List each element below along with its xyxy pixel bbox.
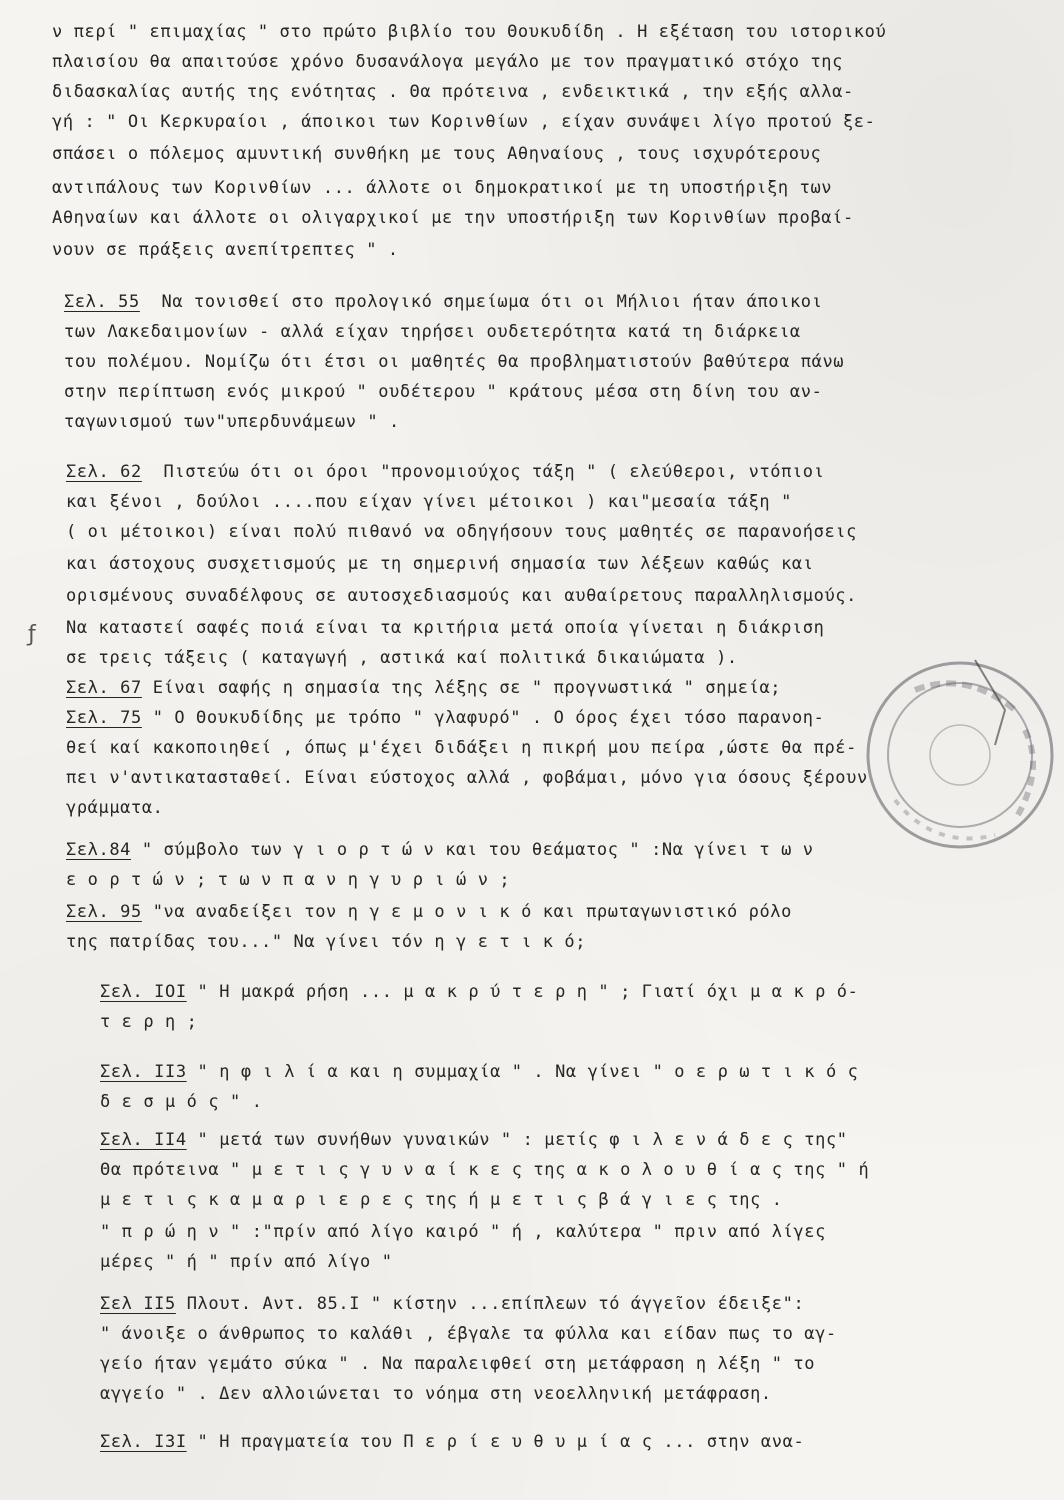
- line-text: " π ρ ώ η ν " :"πρίν από λίγο καιρό " ή , καλύτερα " πριν από λίγες: [100, 1222, 826, 1242]
- page-reference: Σελ. ΙΟΙ: [100, 982, 187, 1002]
- line-text: Πλουτ. Αντ. 85.Ι " κίστην ...επίπλεων τό άγγεῖον έδειξε":: [175, 1294, 805, 1314]
- line-text: ταγωνισμού των"υπερδυνάμεων " .: [64, 412, 400, 432]
- line-text: " Η μακρά ρήση ... μ α κ ρ ύ τ ε ρ η " ; Γιατί όχι μ α κ ρ ό-: [186, 982, 859, 1002]
- document-text-line: [64, 320, 1060, 344]
- line-text: ν περί " επιμαχίας " στο πρώτο βιβλίο του Θουκυδίδη . Η εξέταση του ιστορικού: [52, 22, 887, 42]
- line-text: " μετά των συνήθων γυναικών " : μετίς φ ι λ ε ν ά δ ε ς της": [186, 1130, 848, 1150]
- line-text: τ ε ρ η ;: [100, 1012, 198, 1032]
- page-reference-line: [100, 1128, 1060, 1152]
- page-reference-line: [100, 980, 1060, 1004]
- document-text-line: [66, 868, 1060, 892]
- page-reference: Σελ. ΙΙ3: [100, 1062, 187, 1082]
- line-text: Να τονισθεί στο προλογικό σημείωμα ότι οι Μήλιοι ήταν άποικοι: [139, 292, 823, 312]
- document-text-line: [100, 1352, 1060, 1376]
- page-reference-line: [100, 1430, 1060, 1454]
- page-reference: Σελ ΙΙ5: [100, 1294, 176, 1314]
- line-text: δ ε σ μ ό ς " .: [100, 1092, 263, 1112]
- line-text: μ ε τ ι ς κ α μ α ρ ι ε ρ ε ς της ή μ ε τ ι ς β ά γ ι ε ς της .: [100, 1190, 783, 1210]
- document-text-line: [66, 616, 1060, 640]
- line-text: αντιπάλους των Κορινθίων ... άλλοτε οι δημοκρατικοί με τη υποστήριξη των: [52, 178, 833, 198]
- line-text: σπάσει ο πόλεμος αμυντική συνθήκη με τους Αθηναίους , τους ισχυρότερους: [52, 144, 822, 164]
- document-text-line: [66, 584, 1060, 608]
- page-reference: Σελ. 67: [66, 678, 142, 698]
- line-text: θεί καί κακοποιηθεί , όπως μ'έχει διδάξει η πικρή μου πείρα ,ώστε θα πρέ-: [66, 738, 857, 758]
- document-text-line: [100, 1158, 1060, 1182]
- line-text: γή : " Οι Κερκυραίοι , άποικοι των Κορινθίων , είχαν συνάψει λίγο προτού ξε-: [52, 112, 876, 132]
- line-text: " σύμβολο των γ ι ο ρ τ ώ ν και του θεάματος " :Να γίνει τ ω ν: [131, 840, 814, 860]
- line-text: αγγείο " . Δεν αλλοιώνεται το νόημα στη νεοελληνική μετάφραση.: [100, 1384, 772, 1404]
- line-text: μέρες " ή " πρίν από λίγο ": [100, 1252, 393, 1272]
- line-text: γράμματα.: [66, 798, 164, 818]
- punch-mark-icon: ƒ: [28, 622, 36, 647]
- line-text: των Λακεδαιμονίων - αλλά είχαν τηρήσει ουδετερότητα κατά τη διάρκεια: [64, 322, 801, 342]
- line-text: νουν σε πράξεις ανεπίτρεπτες " .: [52, 240, 399, 260]
- line-text: Να καταστεί σαφές ποιά είναι τα κριτήρια μετά οποία γίνεται η διάκριση: [66, 618, 825, 638]
- page-reference-line: [66, 460, 1060, 484]
- page-reference: Σελ. ΙΙ4: [100, 1130, 187, 1150]
- document-text-line: [100, 1188, 1060, 1212]
- line-text: " άνοιξε ο άνθρωπος το καλάθι , έβγαλε τα φύλλα και είδαν πως το αγ-: [100, 1324, 837, 1344]
- page-reference-line: [64, 290, 1060, 314]
- document-text-line: [52, 80, 1060, 104]
- document-text-line: [52, 238, 1060, 262]
- line-text: " Ο Θουκυδίδης με τρόπο " γλαφυρό" . Ο όρος έχει τόσο παρανοη-: [141, 708, 825, 728]
- document-text-line: [66, 552, 1060, 576]
- document-text-line: [64, 350, 1060, 374]
- document-text-line: [64, 410, 1060, 434]
- line-text: Αθηναίων και άλλοτε οι ολιγαρχικοί με την υποστήριξη των Κορινθίων προβαί-: [52, 208, 854, 228]
- document-text-line: [66, 930, 1060, 954]
- line-text: Πιστεύω ότι οι όροι "προνομιούχος τάξη " ( ελεύθεροι, ντόπιοι: [141, 462, 825, 482]
- line-text: του πολέμου. Νομίζω ότι έτσι οι μαθητές θα προβληματιστούν βαθύτερα πάνω: [64, 352, 845, 372]
- line-text: και ξένοι , δούλοι ....που είχαν γίνει μέτοικοι ) και"μεσαία τάξη ": [66, 492, 792, 512]
- page-reference-line: [100, 1060, 1060, 1084]
- line-text: ε ο ρ τ ώ ν ; τ ω ν π α ν η γ υ ρ ι ώ ν ;: [66, 870, 511, 890]
- page-reference: Σελ. 62: [66, 462, 142, 482]
- page-reference: Σελ. 95: [66, 902, 142, 922]
- document-text-line: [100, 1090, 1060, 1114]
- document-text-line: [100, 1010, 1060, 1034]
- page-reference: Σελ. 75: [66, 708, 142, 728]
- document-text-line: [66, 490, 1060, 514]
- document-text-line: [52, 206, 1060, 230]
- line-text: πει ν'αντικατασταθεί. Είναι εύστοχος αλλά , φοβάμαι, μόνο για όσους ξέρουν: [66, 768, 868, 788]
- page-reference: Σελ. 55: [64, 292, 140, 312]
- page-reference-line: [66, 900, 1060, 924]
- document-text-line: [52, 176, 1060, 200]
- document-text-line: [100, 1382, 1060, 1406]
- document-text-line: [66, 520, 1060, 544]
- document-text-line: [52, 20, 1060, 44]
- line-text: ορισμένους συναδέλφους σε αυτοσχεδιασμούς και αυθαίρετους παραλληλισμούς.: [66, 586, 857, 606]
- line-text: και άστοχους συσχετισμούς με τη σημερινή σημασία των λέξεων καθώς και: [66, 554, 814, 574]
- document-text-line: [52, 50, 1060, 74]
- document-text-line: [64, 380, 1060, 404]
- circular-stamp-icon: [855, 650, 1064, 860]
- line-text: Θα πρότεινα " μ ε τ ι ς γ υ ν α ί κ ε ς της α κ ο λ ο υ θ ί α ς της " ή: [100, 1160, 870, 1180]
- line-text: πλαισίου θα απαιτούσε χρόνο δυσανάλογα μεγάλο με τον πραγματικό στόχο της: [52, 52, 843, 72]
- document-text-line: [100, 1322, 1060, 1346]
- document-text-line: [100, 1220, 1060, 1244]
- line-text: Είναι σαφής η σημασία της λέξης σε " προγνωστικά " σημεία;: [141, 678, 782, 698]
- line-text: σε τρεις τάξεις ( καταγωγή , αστικά καί πολιτικά δικαιώματα ).: [66, 648, 738, 668]
- line-text: γείο ήταν γεμάτο σύκα " . Να παραλειφθεί στη μετάφραση η λέξη " το: [100, 1354, 816, 1374]
- line-text: στην περίπτωση ενός μικρού " ουδέτερου " κράτους μέσα στη δίνη του αν-: [64, 382, 823, 402]
- line-text: ( οι μέτοικοι) είναι πολύ πιθανό να οδηγήσουν τους μαθητές σε παρανοήσεις: [66, 522, 857, 542]
- line-text: της πατρίδας του..." Να γίνει τόν η γ ε τ ι κ ό;: [66, 932, 587, 952]
- line-text: διδασκαλίας αυτής της ενότητας . Θα πρότεινα , ενδεικτικά , την εξής αλλα-: [52, 82, 854, 102]
- page-reference: Σελ.84: [66, 840, 132, 860]
- document-text-line: [52, 142, 1060, 166]
- line-text: " Η πραγματεία του Π ε ρ ί ε υ θ υ μ ί α ς ... στην ανα-: [186, 1432, 805, 1452]
- document-text-line: [52, 110, 1060, 134]
- page-reference-line: [100, 1292, 1060, 1316]
- line-text: "να αναδείξει τον η γ ε μ ο ν ι κ ό και πρωταγωνιστικό ρόλο: [141, 902, 792, 922]
- document-text-line: [100, 1250, 1060, 1274]
- line-text: " η φ ι λ ί α και η συμμαχία " . Να γίνει " ο ε ρ ω τ ι κ ό ς: [186, 1062, 859, 1082]
- page-reference: Σελ. Ι3Ι: [100, 1432, 187, 1452]
